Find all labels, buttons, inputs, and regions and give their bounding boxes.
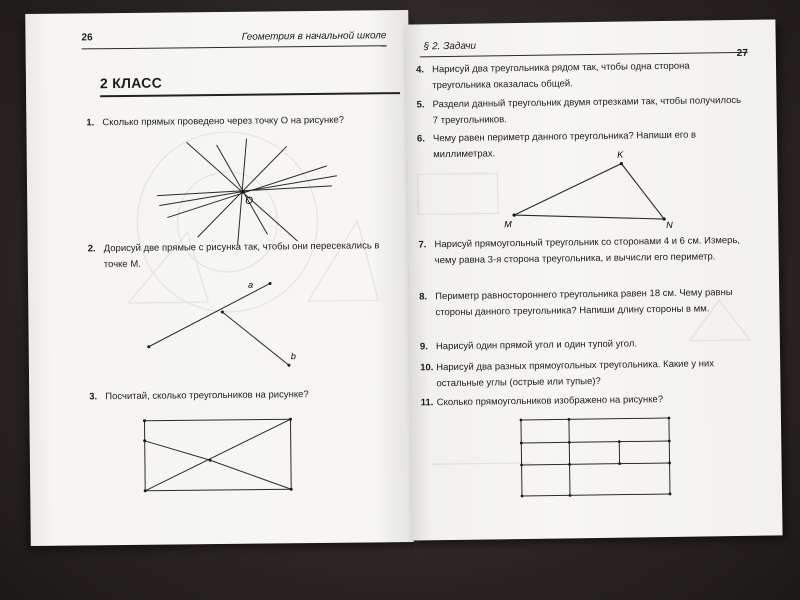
task-text: Раздели данный треугольник двумя отрезками так, чтобы получилось 7 треугольников.	[432, 94, 742, 127]
right-page-number: 27	[736, 47, 748, 59]
task-text: Нарисуй один прямой угол и один тупой угол.	[435, 338, 638, 353]
label-a: a	[248, 279, 254, 290]
task-3	[89, 386, 399, 405]
task-number: 7.	[418, 239, 427, 251]
label-n: N	[666, 219, 673, 230]
task-number: 9.	[419, 341, 428, 353]
task-5	[416, 93, 741, 130]
vertex-point	[143, 419, 146, 422]
cross-line	[145, 440, 210, 461]
label-b: b	[290, 351, 296, 362]
task-text: Сколько прямых проведено через точку O на рисунке?	[102, 114, 345, 129]
task-text: Дорисуй две прямые с рисунка так, чтобы они пересекались в точке M.	[103, 240, 380, 271]
heading-rule	[100, 92, 400, 97]
task-number: 3.	[89, 391, 98, 403]
task-number: 4.	[415, 64, 425, 76]
vertex-point	[290, 488, 293, 491]
task-text: Нарисуй прямоугольный треугольник со сторонами 4 и 6 см. Измерь, чему равна 3-я сторона треугольника, и вычисли его периметр.	[434, 234, 741, 267]
section-heading: 2 КЛАСС	[99, 74, 163, 92]
task-number: 2.	[87, 243, 96, 255]
task-number: 11.	[420, 397, 434, 409]
task-number: 10.	[420, 362, 434, 374]
grid-point	[521, 495, 524, 498]
vertex-point	[143, 439, 146, 442]
bleed-through-figures	[407, 159, 782, 494]
task-text: Нарисуй два разных прямоугольных треугольника. Какие у них остальные углы (острые или тупые)?	[436, 358, 715, 390]
triangles-figure	[139, 409, 300, 501]
left-page	[25, 10, 414, 546]
task-text: Периметр равностороннего треугольника равен 18 см. Чему равны стороны данного треугольника? Напиши длину стороны в мм.	[435, 287, 733, 319]
task-number: 8.	[419, 291, 428, 303]
point-o-label: O	[245, 195, 254, 207]
grid-point	[569, 494, 572, 497]
task-text: Нарисуй два треугольника рядом так, чтобы одна сторона треугольника оказалась общей.	[431, 60, 690, 92]
task-text: Чему равен периметр данного треугольника? Напиши его в миллиметрах.	[432, 129, 697, 161]
right-running-header	[420, 34, 748, 58]
cross-line	[144, 419, 291, 491]
task-4	[416, 58, 741, 95]
right-page	[405, 19, 782, 540]
task-number: 6.	[416, 133, 426, 145]
task-number: 5.	[416, 99, 425, 111]
left-page-number: 26	[81, 32, 93, 44]
right-running-title: § 2. Задачи	[423, 40, 477, 53]
bleed-through-figures	[106, 100, 389, 353]
left-running-title: Геометрия в начальной школе	[241, 30, 387, 43]
label-k: K	[617, 149, 624, 160]
task-text: Сколько прямоугольников изображено на рисунке?	[436, 394, 664, 409]
label-m: M	[504, 219, 512, 230]
cross-line	[210, 459, 291, 490]
grid-point	[669, 493, 672, 496]
task-number: 1.	[86, 117, 95, 129]
left-running-header	[81, 27, 386, 49]
task-text: Посчитай, сколько треугольников на рисунке?	[105, 389, 309, 403]
